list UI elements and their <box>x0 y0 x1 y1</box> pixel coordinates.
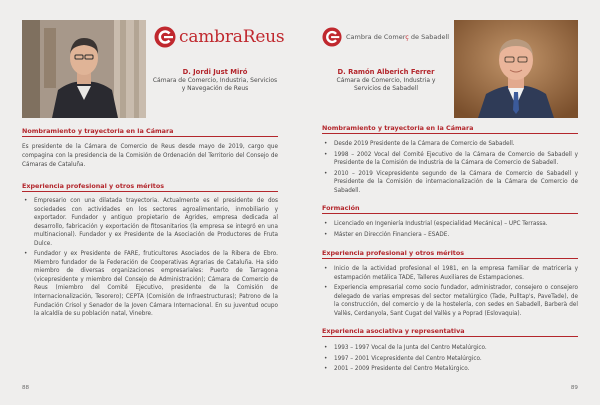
section-heading: Experiencia asociativa y representativa <box>322 327 465 335</box>
list-item: • 1997 – 2001 Vicepresidente del Centro Metalúrgico. <box>334 355 578 364</box>
org-line: Cámara de Comercio, Industria, Servicios <box>152 77 278 84</box>
list-item: • 1998 – 2002 Vocal del Comité Ejecutivo de la Cámara de Comercio de Sabadell y Presidente de la Comisión de Industria de la Cámara de Comercio de Sabadell. <box>334 151 578 168</box>
logo-wordmark: cambraReus <box>179 27 285 47</box>
section-heading: Experiencia profesional y otros méritos <box>322 249 465 257</box>
list-item: • Desde 2019 Presidente de la Cámara de Comercio de Sabadell. <box>334 140 578 149</box>
person-name: D. Ramón Alberich Ferrer <box>337 68 435 76</box>
person-organization <box>150 77 280 93</box>
list-item: • Licenciado en Ingeniería Industrial (especialidad Mecánica) – UPC Terrassa. <box>334 220 578 229</box>
section-divider <box>322 336 578 337</box>
list-item: • Experiencia empresarial como socio fundador, administrador, consejero o consejero delegado de varias empresas del sector metalúrgico (Tade, Pulltap's, PaveTade), de la construcción, del comercio y de la hostelería, con sedes en Sabadell, Barberà del Vallès, Cerdanyola, Sant Cugat del Vallès y a Poprad (Eslovaquia). <box>334 284 578 318</box>
person-organization <box>322 77 450 93</box>
list-item: • Fundador y ex Presidente de FARE, fruticultores Asociados de la Ribera de Ebro. Miembro fundador de la Federación de Cooperativas Agrarias de Cataluña. Ha sido miembro de diversas organizaciones empresariales: Puerto de Tarragona (vicepresidente y miembro del Consejo de Administración); Cámara de Comercio de Reus (miembro del Comité Ejecutivo, presidente de la Comisión de Internacionalización, Tesorero); CEPTA (Comisión de Infraestructuras); Patrono de la Fundación Crisol y Senador de la Joven Cámara Internacional. En su juventud ocupo la alcaldía de su población natal, Vinebre. <box>34 250 278 318</box>
section-heading: Nombramiento y trayectoria en la Cámara <box>322 124 474 132</box>
person-name: D. Jordi Just Miró <box>182 68 248 76</box>
page-number: 89 <box>570 385 578 391</box>
portrait-ramon-alberich <box>454 20 578 118</box>
section-divider <box>322 258 578 259</box>
logo-wordmark: Cambra de Comerç de Sabadell <box>346 33 450 41</box>
list-item: • 1993 – 1997 Vocal de la Junta del Centro Metalúrgico. <box>334 344 578 353</box>
list-item: • 2010 – 2019 Vicepresidente segundo de la Cámara de Comercio de Sabadell y Presidente de la Comisión de internacionalización de la Cámara de Comercio de Sabadell. <box>334 170 578 196</box>
section-divider <box>22 136 278 137</box>
bullet-list <box>322 220 578 241</box>
org-line: Cámara de Comercio, Industria y <box>336 77 436 84</box>
bullet-list <box>322 344 578 376</box>
bullet-list <box>22 197 278 321</box>
bullet-list <box>322 140 578 197</box>
section-paragraph: Es presidente de la Cámara de Comercio de Reus desde mayo de 2019, cargo que compagina con la presidencia de la Comisión de Ordenación del Territorio del Consejo de Cámaras de Cataluña. <box>22 144 278 168</box>
cambra-sabadell-logo <box>322 27 449 47</box>
section-divider <box>322 213 578 214</box>
section-heading: Experiencia profesional y otros méritos <box>22 182 165 190</box>
cambra-reus-logo <box>154 26 284 48</box>
list-item: • Empresario con una dilatada trayectoria. Actualmente es el presidente de dos sociedades con actividades en los sectores agroalimentario, inmobiliario y exportador. Fundador y antiguo propietario de Agrides, empresa dedicada al desarrollo, fabricación y exportación de fitosanitarios (la empresa se integró en una multinacional). Fundador y ex Presidente de la Asociación de Productores de Fruta Dulce. <box>34 197 278 248</box>
bullet-list <box>322 265 578 320</box>
right-page <box>300 0 600 405</box>
list-item: • Máster en Dirección Financiera – ESADE. <box>334 231 578 240</box>
page-number: 88 <box>22 385 30 391</box>
org-line: Servicios de Sabadell <box>353 85 419 93</box>
cambra-reus-mark-icon <box>154 26 176 48</box>
section-heading: Formación <box>322 204 360 212</box>
list-item: • 2001 – 2009 Presidente del Centro Metalúrgico. <box>334 365 578 374</box>
section-heading: Nombramiento y trayectoria en la Cámara <box>22 127 174 135</box>
portrait-jordi-just <box>22 20 146 118</box>
cambra-sabadell-mark-icon <box>322 27 342 47</box>
org-line: y Navegación de Reus <box>181 85 249 93</box>
section-divider <box>22 191 278 192</box>
list-item: • Inicio de la actividad profesional el 1981, en la empresa familiar de matricería y estampación metálica TADE, Talleres Auxiliares de Estampaciones. <box>334 265 578 282</box>
section-divider <box>322 133 578 134</box>
